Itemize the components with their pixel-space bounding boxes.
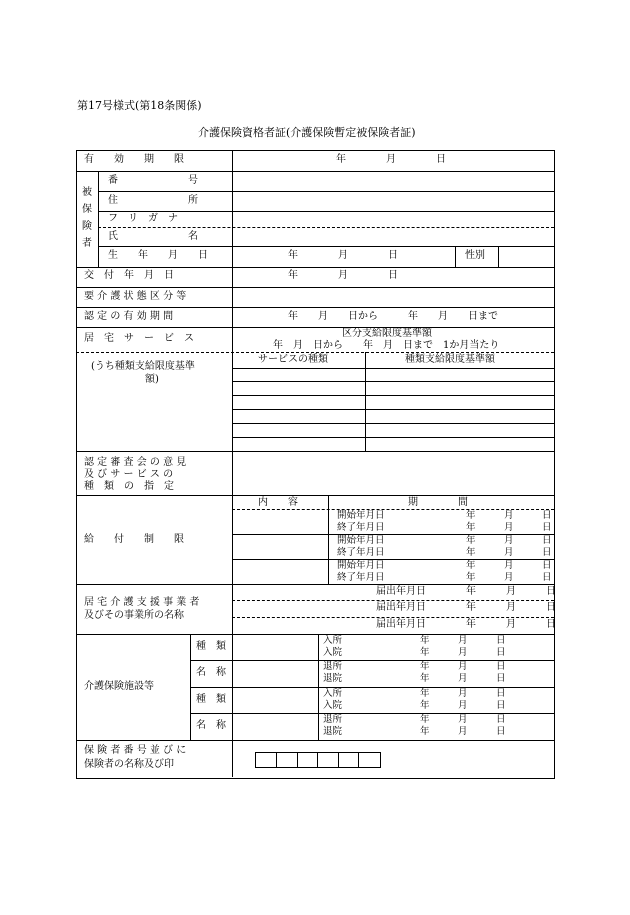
hosp-out-date-2: 年 月 日 xyxy=(420,726,506,737)
discharge-1: 退所 xyxy=(323,661,343,672)
issue-date: 年 月 日 xyxy=(288,270,398,281)
cert-period-label: 認 定 の 有 効 期 間 xyxy=(84,311,174,322)
admit-date-2: 年 月 日 xyxy=(420,688,506,699)
home-service-sub-label-2: 額) xyxy=(145,374,159,385)
opinion-label-2: 及 び サ ー ビ ス の xyxy=(84,469,174,480)
facility-kind-2: 種 類 xyxy=(196,694,226,705)
insurer-label-1: 保 険 者 番 号 並 び に xyxy=(84,745,187,756)
issue-label: 交 付 年 月 日 xyxy=(84,270,174,281)
start-date-value-2: 年 月 日 xyxy=(466,535,552,546)
insured-number-label: 番 号 xyxy=(108,175,198,186)
end-date-label-1: 終了年月日 xyxy=(337,522,385,533)
col-period: 期 間 xyxy=(408,497,468,508)
end-date-value-3: 年 月 日 xyxy=(466,572,552,583)
insurer-label-2: 保険者の名称及び印 xyxy=(84,759,174,770)
home-service-label: 居 宅 サ ー ビ ス xyxy=(84,333,194,344)
cert-period-range: 年 月 日から 年 月 日まで xyxy=(288,311,498,322)
admit-1: 入所 xyxy=(323,635,343,646)
sex-label: 性別 xyxy=(465,250,485,261)
hosp-in-date-2: 年 月 日 xyxy=(420,700,506,711)
insured-birth-date: 年 月 日 xyxy=(288,250,398,261)
hosp-in-date-1: 年 月 日 xyxy=(420,647,506,658)
care-level-label: 要 介 護 状 態 区 分 等 xyxy=(84,291,187,302)
form-title: 介護保険資格者証(介護保険暫定被保険者証) xyxy=(198,126,416,139)
insured-label-2: 保 xyxy=(82,204,92,215)
notified-value-3: 年 月 日 xyxy=(466,619,556,630)
form-number: 第17号様式(第18条関係) xyxy=(77,99,202,112)
notified-value-2: 年 月 日 xyxy=(466,602,556,613)
notified-label-3: 届出年月日 xyxy=(376,619,426,630)
notified-label-1: 届出年月日 xyxy=(376,586,426,597)
col-service-type: サービスの種類 xyxy=(258,354,328,365)
support-label-1: 居 宅 介 護 支 援 事 業 者 xyxy=(84,597,200,608)
facility-name-2: 名 称 xyxy=(196,720,226,731)
start-date-label-2: 開始年月日 xyxy=(337,535,385,546)
limit-title: 区分支給限度基準額 xyxy=(342,328,432,339)
limit-period: 年 月 日から 年 月 日まで 1か月当たり xyxy=(273,340,500,351)
hosp-out-date-1: 年 月 日 xyxy=(420,673,506,684)
notified-label-2: 届出年月日 xyxy=(376,602,426,613)
home-service-sub-label-1: (うち種類支給限度基準 xyxy=(91,361,195,372)
notified-value-1: 年 月 日 xyxy=(466,586,556,597)
opinion-label-3: 種 類 の 指 定 xyxy=(84,481,174,492)
opinion-label-1: 認 定 審 査 会 の 意 見 xyxy=(84,457,187,468)
start-date-value-3: 年 月 日 xyxy=(466,560,552,571)
start-date-label-3: 開始年月日 xyxy=(337,560,385,571)
insured-label-3: 険 xyxy=(82,221,92,232)
col-content: 内 容 xyxy=(258,497,298,508)
end-date-value-2: 年 月 日 xyxy=(466,547,552,558)
insurer-number-boxes[interactable] xyxy=(255,752,381,768)
start-date-value-1: 年 月 日 xyxy=(466,510,552,521)
discharge-2: 退所 xyxy=(323,714,343,725)
hosp-out-1: 退院 xyxy=(323,673,343,684)
admit-2: 入所 xyxy=(323,688,343,699)
facility-kind-1: 種 類 xyxy=(196,641,226,652)
discharge-date-2: 年 月 日 xyxy=(420,714,506,725)
benefit-label: 給 付 制 限 xyxy=(84,534,184,545)
insured-name-label: 氏 名 xyxy=(108,231,198,242)
start-date-label-1: 開始年月日 xyxy=(337,510,385,521)
end-date-label-2: 終了年月日 xyxy=(337,547,385,558)
insured-furigana-label: フ リ ガ ナ xyxy=(108,213,178,224)
hosp-in-2: 入院 xyxy=(323,700,343,711)
facility-label: 介護保険施設等 xyxy=(84,681,154,692)
support-label-2: 及びその事業所の名称 xyxy=(84,610,184,621)
col-type-limit: 種類支給限度基準額 xyxy=(405,354,495,365)
end-date-label-3: 終了年月日 xyxy=(337,572,385,583)
admit-date-1: 年 月 日 xyxy=(420,635,506,646)
validity-label: 有 効 期 限 xyxy=(84,154,184,165)
insured-label-4: 者 xyxy=(82,238,92,249)
discharge-date-1: 年 月 日 xyxy=(420,661,506,672)
insured-address-label: 住 所 xyxy=(108,195,198,206)
insured-label-1: 被 xyxy=(82,187,92,198)
end-date-value-1: 年 月 日 xyxy=(466,522,552,533)
insured-birth-label: 生 年 月 日 xyxy=(108,250,208,261)
hosp-in-1: 入院 xyxy=(323,647,343,658)
validity-date: 年 月 日 xyxy=(336,154,446,165)
facility-name-1: 名 称 xyxy=(196,667,226,678)
hosp-out-2: 退院 xyxy=(323,726,343,737)
